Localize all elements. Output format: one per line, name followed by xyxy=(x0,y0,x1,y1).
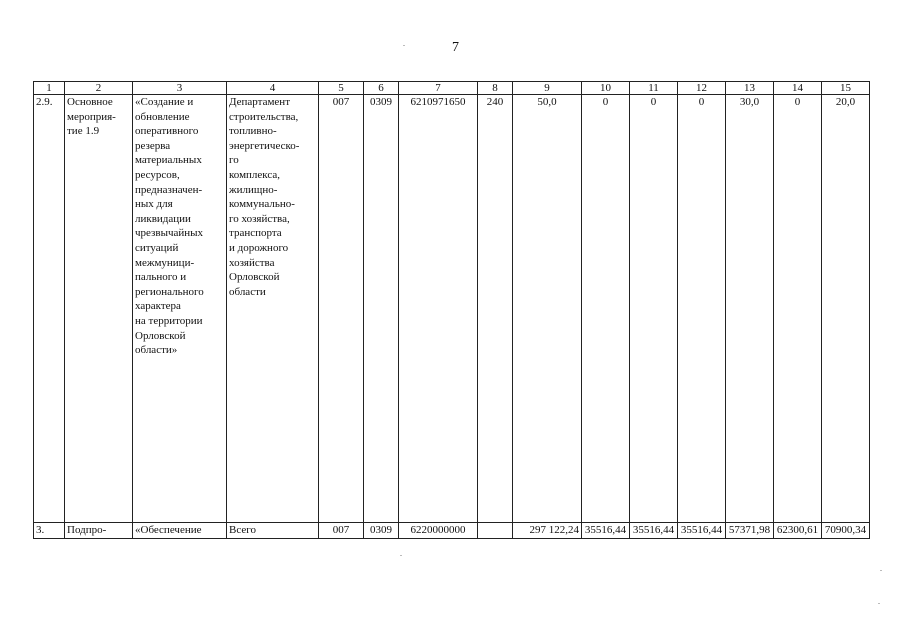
header-cell: 10 xyxy=(582,82,630,95)
header-cell: 9 xyxy=(513,82,582,95)
activity-type: Подпро- xyxy=(65,523,133,539)
text-line: на территории xyxy=(135,314,203,327)
target-article: 6210971650 xyxy=(399,95,478,523)
header-cell: 7 xyxy=(399,82,478,95)
year-amount: 0 xyxy=(774,95,822,523)
expense-type: 240 xyxy=(478,95,513,523)
grbs-code: 007 xyxy=(319,95,364,523)
text-line: го хозяйства, xyxy=(229,212,290,225)
text-line: резерва xyxy=(135,139,171,152)
header-cell: 3 xyxy=(133,82,227,95)
header-cell: 11 xyxy=(630,82,678,95)
scan-speck xyxy=(400,555,402,556)
text-line: жилищно- xyxy=(229,183,278,196)
text-line: оперативного xyxy=(135,125,199,138)
text-line: комплекса, xyxy=(229,168,281,181)
target-article: 6220000000 xyxy=(399,523,478,539)
text-line: ных для xyxy=(135,198,173,211)
text-line: межмуници- xyxy=(135,256,195,269)
header-cell: 5 xyxy=(319,82,364,95)
total-amount: 297 122,24 xyxy=(513,523,582,539)
text-line: транспорта xyxy=(229,227,282,240)
year-amount: 35516,44 xyxy=(582,523,630,539)
text-line: строительства, xyxy=(229,110,299,123)
row-number: 3. xyxy=(34,523,65,539)
year-amount: 35516,44 xyxy=(630,523,678,539)
scan-speck xyxy=(403,45,405,46)
budget-table xyxy=(33,81,870,539)
text-line: характера xyxy=(135,300,181,313)
text-line: энергетическо- xyxy=(229,139,300,152)
section-code: 0309 xyxy=(364,95,399,523)
year-amount: 70900,34 xyxy=(822,523,870,539)
header-cell: 8 xyxy=(478,82,513,95)
header-cell: 1 xyxy=(34,82,65,95)
text-line: мероприя- xyxy=(67,110,116,123)
table-row xyxy=(34,95,870,523)
text-line: хозяйства xyxy=(229,256,275,269)
header-cell: 13 xyxy=(726,82,774,95)
text-line: Орловской xyxy=(135,329,186,342)
text-line: топливно- xyxy=(229,125,277,138)
text-line: и дорожного xyxy=(229,241,289,254)
text-line: регионального xyxy=(135,285,204,298)
scan-speck xyxy=(878,603,880,604)
text-line: области» xyxy=(135,344,178,357)
header-row xyxy=(34,82,870,95)
year-amount: 57371,98 xyxy=(726,523,774,539)
year-amount: 0 xyxy=(678,95,726,523)
table-row xyxy=(34,523,870,539)
text-line: чрезвычайных xyxy=(135,227,204,240)
text-line: Основное xyxy=(67,96,113,108)
section-code: 0309 xyxy=(364,523,399,539)
text-line: Департамент xyxy=(229,96,291,108)
year-amount: 30,0 xyxy=(726,95,774,523)
year-amount: 0 xyxy=(630,95,678,523)
text-line: ликвидации xyxy=(135,212,191,225)
text-line: Орловской xyxy=(229,271,280,284)
header-cell: 6 xyxy=(364,82,399,95)
header-cell: 12 xyxy=(678,82,726,95)
text-line: пального и xyxy=(135,271,187,284)
text-line: обновление xyxy=(135,110,190,123)
year-amount: 20,0 xyxy=(822,95,870,523)
text-line: коммунально- xyxy=(229,198,295,211)
activity-type xyxy=(65,95,133,523)
total-amount: 50,0 xyxy=(513,95,582,523)
text-line: тие 1.9 xyxy=(67,125,100,138)
header-cell: 15 xyxy=(822,82,870,95)
text-line: «Создание и xyxy=(135,96,194,108)
text-line: предназначен- xyxy=(135,183,203,196)
year-amount: 35516,44 xyxy=(678,523,726,539)
page-number: 7 xyxy=(452,40,459,55)
executor: Всего xyxy=(227,523,319,539)
activity-name: «Обеспечение xyxy=(133,523,227,539)
activity-name xyxy=(133,95,227,523)
text-line: го xyxy=(229,154,239,167)
header-cell: 4 xyxy=(227,82,319,95)
year-amount: 0 xyxy=(582,95,630,523)
header-cell: 14 xyxy=(774,82,822,95)
row-number: 2.9. xyxy=(34,95,65,523)
scan-speck xyxy=(880,570,882,571)
header-cell: 2 xyxy=(65,82,133,95)
text-line: ситуаций xyxy=(135,241,179,254)
executor xyxy=(227,95,319,523)
expense-type xyxy=(478,523,513,539)
text-line: ресурсов, xyxy=(135,168,180,181)
year-amount: 62300,61 xyxy=(774,523,822,539)
text-line: материальных xyxy=(135,154,202,167)
grbs-code: 007 xyxy=(319,523,364,539)
text-line: области xyxy=(229,285,266,298)
